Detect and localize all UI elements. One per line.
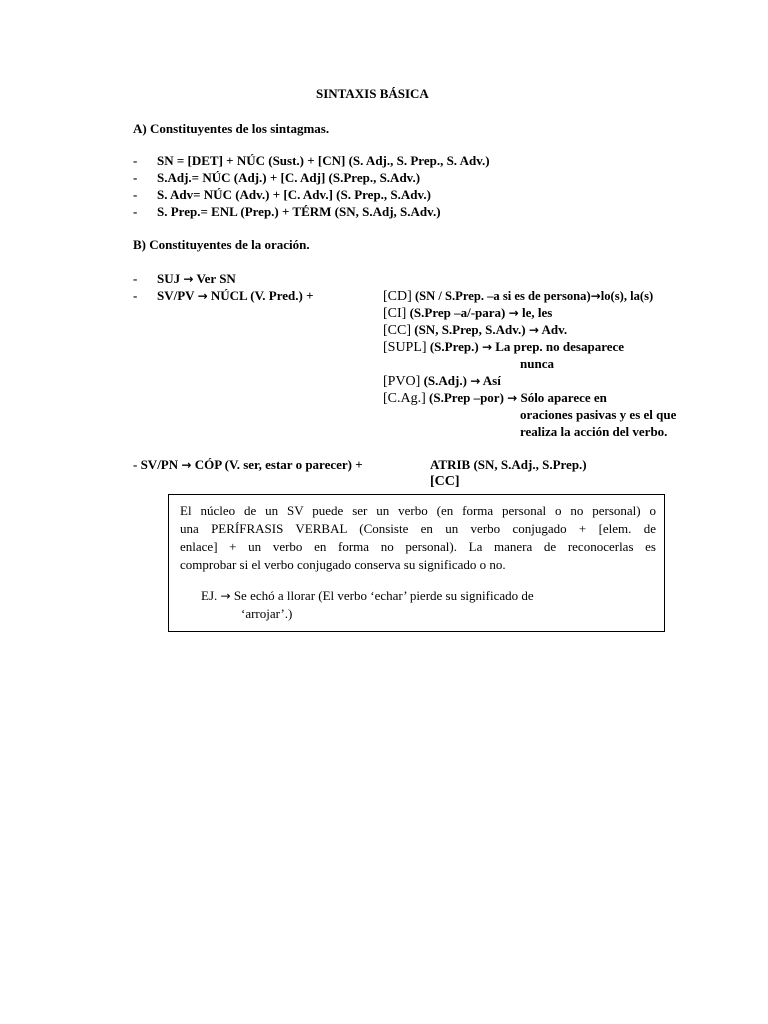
sv-label: SV/PV [157, 288, 195, 303]
list-item-sprep: S. Prep.= ENL (Prep.) + TÉRM (SN, S.Adj, S.Adv.) [157, 204, 441, 219]
complement-desc: (S.Prep –a/-para) [409, 305, 506, 320]
right-arrow-icon: → [183, 272, 194, 286]
svpn-cc: [CC] [430, 474, 460, 489]
complement-desc: (SN / S.Prep. –a si es de persona) [414, 289, 591, 303]
complement-result: La prep. no desaparece [495, 339, 625, 354]
note-line: una PERÍFRASIS VERBAL (Consiste en un verbo conjugado + [elem. de [180, 521, 656, 536]
complement-result: Así [482, 373, 501, 388]
complement-pvo [383, 373, 501, 390]
note-example-cont: ‘arrojar’.) [241, 606, 293, 621]
example-text: Se echó a llorar (El verbo ‘echar’ pierde su significado de [233, 588, 534, 603]
complement-cc [383, 322, 567, 339]
suj-line [157, 271, 236, 287]
complement-ci [383, 305, 552, 322]
complement-label: [CD] [383, 289, 412, 304]
complement-result: Sólo aparece en [520, 390, 607, 405]
complement-label: [CC] [383, 323, 411, 338]
right-arrow-icon: → [181, 458, 192, 472]
complement-desc: (S.Adj.) [423, 373, 467, 388]
note-box [168, 494, 665, 632]
section-b-heading: B) Constituyentes de la oración. [133, 237, 310, 252]
atrib-text: ATRIB (SN, S.Adj., S.Prep.) [430, 457, 587, 472]
list-item-bullet: - [133, 187, 138, 202]
right-arrow-icon: → [528, 323, 539, 337]
complement-label: [CI] [383, 306, 407, 321]
svpn-label: - SV/PN [133, 457, 179, 472]
complement-supl [383, 339, 624, 356]
note-line: comprobar si el verbo conjugado conserva su significado o no. [180, 557, 506, 572]
complement-label: [PVO] [383, 374, 421, 389]
note-example [201, 588, 641, 605]
list-item-bullet: - [133, 204, 138, 219]
note-line: enlace] + un verbo en forma no personal). La manera de reconocerlas es [180, 539, 656, 554]
sv-nucleus: NÚCL (V. Pred.) + [210, 288, 314, 303]
complement-cag-cont: realiza la acción del verbo. [520, 424, 668, 439]
right-arrow-icon: → [507, 391, 518, 405]
complement-desc: (S.Prep.) [429, 339, 479, 354]
complement-supl-cont: nunca [520, 356, 554, 371]
svpn-atrib [430, 457, 587, 473]
right-arrow-icon: → [508, 306, 519, 320]
right-arrow-icon: → [590, 289, 601, 303]
complement-result: le, les [521, 305, 553, 320]
example-prefix: EJ. [201, 588, 218, 603]
list-item-bullet: - [133, 288, 138, 303]
complement-cd [383, 288, 653, 305]
section-a-heading: A) Constituyentes de los sintagmas. [133, 121, 330, 136]
page-title: SINTAXIS BÁSICA [316, 86, 429, 101]
complement-desc: (SN, S.Prep, S.Adv.) [414, 322, 526, 337]
svpn-copula: CÓP (V. ser, estar o parecer) + [194, 457, 363, 472]
suj-value: Ver SN [196, 271, 236, 286]
complement-cag-cont: oraciones pasivas y es el que [520, 407, 677, 422]
complement-result: Adv. [541, 322, 568, 337]
list-item-bullet: - [133, 271, 138, 286]
list-item-sn: SN = [DET] + NÚC (Sust.) + [CN] (S. Adj., S. Prep., S. Adv.) [157, 153, 490, 168]
complement-desc: (S.Prep –por) [429, 390, 504, 405]
list-item-bullet: - [133, 170, 138, 185]
right-arrow-icon: → [197, 289, 208, 303]
sv-line [157, 288, 314, 304]
list-item-bullet: - [133, 153, 138, 168]
svpn-line [133, 457, 363, 473]
complement-label: [SUPL] [383, 340, 427, 355]
list-item-sadv: S. Adv= NÚC (Adv.) + [C. Adv.] (S. Prep., S.Adv.) [157, 187, 431, 202]
note-line: El núcleo de un SV puede ser un verbo (en forma personal o no personal) o [180, 503, 656, 518]
complement-cag [383, 390, 607, 407]
complement-result: lo(s), la(s) [600, 289, 654, 303]
right-arrow-icon: → [220, 589, 231, 603]
suj-label: SUJ [157, 271, 181, 286]
right-arrow-icon: → [481, 340, 492, 354]
list-item-sadj: S.Adj.= NÚC (Adj.) + [C. Adj] (S.Prep., S.Adv.) [157, 170, 421, 185]
right-arrow-icon: → [470, 374, 481, 388]
complement-label: [C.Ag.] [383, 391, 426, 406]
